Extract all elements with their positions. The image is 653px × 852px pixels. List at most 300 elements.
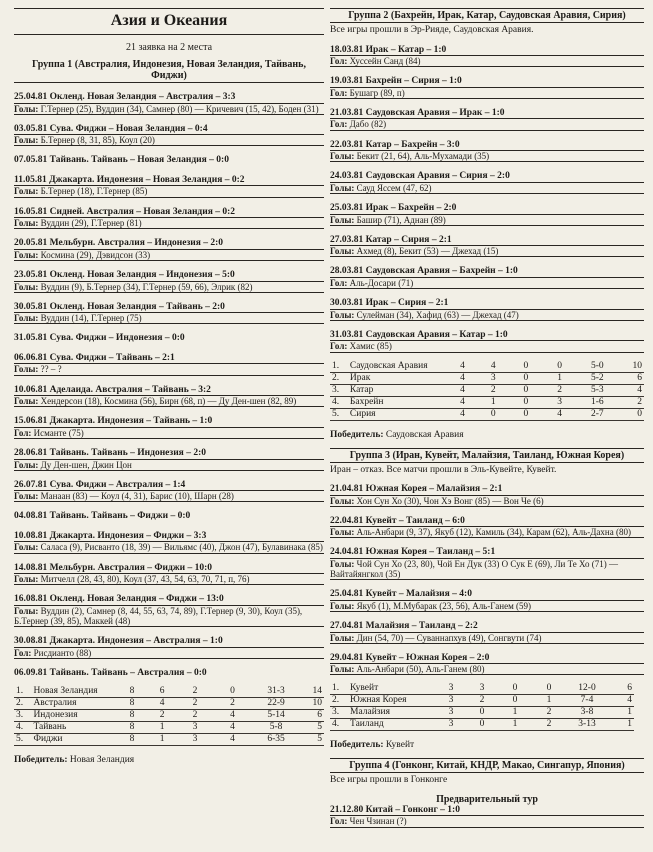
standings-cell: 2 [532,707,566,719]
standings-cell: Тайвань [31,722,117,734]
goals-scorers: Хендерсон (18), Космина (56), Бирн (68, п) — Ду Ден-шен (82, 89) [40,396,297,407]
goals-label: Голы: [330,527,355,538]
goals-scorers: Аль-Анбари (50), Аль-Ганем (80) [356,664,485,675]
match-header: 29.04.81 Кувейт – Южная Корея – 2:0 [330,652,490,663]
match-goals [14,134,324,146]
match-header: 19.03.81 Бахрейн – Сирия – 1:0 [330,76,462,87]
match-header: 21.03.81 Саудовская Аравия – Ирак – 1:0 [330,107,505,118]
match-goals [330,245,644,257]
match-entry [14,480,324,503]
goals-label: Голы: [14,396,39,407]
match-entry [14,124,324,147]
match-goals [330,815,644,827]
match-entry [330,621,644,644]
standings-cell: 8 [118,734,146,746]
match-goals [330,214,644,226]
goals-scorers: Космина (29), Дэвидсон (33) [40,249,151,260]
group3-matches [330,484,644,675]
winner-name: Саудовская Аравия [385,429,464,440]
goals-label: Гол: [330,119,348,130]
goals-label: Голы: [14,186,39,197]
goals-scorers: Хамис (85) [349,341,392,352]
goals-scorers: Митчелл (28, 43, 80), Коул (37, 43, 54, 63, 70, 71, п, 76) [40,574,250,585]
standings-cell: Малайзия [348,707,436,719]
match-header: 28.03.81 Саудовская Аравия – Бахрейн – 1:0 [330,266,518,277]
match-header: 30.05.81 Окленд. Новая Зеландия – Тайвань – 2:0 [14,301,225,312]
standings-cell: 1 [608,719,634,731]
standings-cell: Южная Корея [348,695,436,707]
match-header: 10.08.81 Джакарта. Индонезия – Фиджи – 3:3 [14,530,207,541]
match-goals [330,87,644,99]
standings-cell: 4 [448,372,478,384]
match-entry [330,547,644,580]
match-header: 14.08.81 Мельбурн. Австралия – Фиджи – 10:0 [14,562,213,573]
standings-cell: 8 [118,698,146,710]
goals-scorers: Саласа (9), Рисванто (18, 39) — Вильямс (40), Джон (47), Булавинака (85) [40,542,323,553]
standings-cell: 1-6 [576,396,618,408]
standings-cell: 12-0 [566,683,608,695]
standings-cell: 0 [498,695,532,707]
goals-scorers: Манаан (83) — Коул (4, 31), Барис (10), Шарн (28) [40,491,234,502]
match-goals [14,459,324,471]
standings-cell: 1 [477,396,509,408]
goals-label: Голы: [330,600,355,611]
match-goals [330,558,644,580]
standings-cell: 3 [436,707,466,719]
standings-cell: 3. [14,710,31,722]
standings-cell: Кувейт [348,683,436,695]
standings-cell: 0 [509,396,543,408]
match-goals [330,118,644,130]
standings-cell: 3 [477,372,509,384]
match-entry [330,298,644,321]
standings-cell: 6 [608,683,634,695]
standings-cell: 2 [212,698,253,710]
winner-name: Новая Зеландия [69,755,135,766]
match-header: 16.08.81 Окленд. Новая Зеландия – Фиджи – 13:0 [14,594,224,605]
match-entry [14,270,324,293]
match-entry [330,45,644,68]
match-entry [14,594,324,627]
standings-cell: 8 [118,686,146,698]
standings-cell: 0 [509,408,543,420]
goals-scorers: Бушагр (89, п) [349,87,405,98]
match-goals [14,605,324,627]
standings-cell: 1. [330,683,348,695]
goals-scorers: Вуддин (2), Самнер (8, 44, 55, 63, 74, 89), Г.Тернер (9, 30), Коул (35), Б.Тернер (39, 85), Маккей (48) [14,605,303,627]
match-entry [330,484,644,507]
standings-cell: Австралия [31,698,117,710]
standings-cell: 4 [448,384,478,396]
match-goals [330,340,644,352]
standings-cell: 1 [608,707,634,719]
group4-note: Все игры прошли в Гонконге [330,775,448,786]
standings-cell: 22-9 [253,698,299,710]
group3-title: Группа 3 (Иран, Кувейт, Малайзия, Таиланд, Южная Корея) [330,448,644,463]
winner-name: Кувейт [385,740,415,751]
match-entry [14,333,324,344]
goals-scorers: Ду Ден-шен, Джин Цон [40,459,132,470]
match-header: 06.09.81 Тайвань. Тайвань – Австралия – 0:0 [14,667,207,678]
match-header: 28.06.81 Тайвань. Тайвань – Индонезия – 2:0 [14,448,206,459]
goals-label: Голы: [330,151,355,162]
applications-note: 21 заявка на 2 места [125,42,213,53]
match-header: 30.08.81 Джакарта. Индонезия – Австралия – 1:0 [14,636,223,647]
goals-label: Голы: [330,246,355,257]
standings-cell: 0 [498,683,532,695]
goals-scorers: Дабо (82) [349,119,387,130]
standings-cell: Индонезия [31,710,117,722]
group3-note: Иран – отказ. Все матчи прошли в Эль-Кувейте, Кувейт. [330,464,557,475]
goals-label: Гол: [330,277,348,288]
standings-cell: 0 [509,361,543,373]
standings-cell: 2 [618,396,644,408]
match-entry [330,235,644,258]
match-entry [14,511,324,522]
standings-cell: 31-3 [253,686,299,698]
standings-cell: 2 [477,384,509,396]
goals-scorers: Хуссейн Санд (84) [349,56,421,66]
standings-cell: Ирак [348,372,448,384]
match-header: 25.04.81 Окленд. Новая Зеландия – Австралия – 3:3 [14,92,236,102]
match-entry [14,563,324,586]
goals-label: Голы: [14,218,39,229]
match-header: 22.03.81 Катар – Бахрейн – 3:0 [330,139,460,150]
standings-cell: 6 [618,372,644,384]
group1-matches [14,92,324,678]
standings-cell: 4 [477,361,509,373]
standings-cell: 2 [178,698,212,710]
goals-label: Голы: [330,182,355,193]
match-entry [14,207,324,230]
standings-cell: 4 [448,361,478,373]
standings-cell: 2. [330,372,348,384]
winner-label: Победитель: [330,740,384,751]
standings-cell: 5 [299,734,324,746]
match-entry [330,653,644,676]
match-header: 22.04.81 Кувейт – Таиланд – 6:0 [330,515,465,526]
standings-cell: 4. [330,396,348,408]
match-entry [14,531,324,554]
match-entry [14,353,324,376]
group2-matches [330,45,644,353]
standings-cell: 8 [118,710,146,722]
standings-cell: 3 [436,695,466,707]
group2-winner [330,430,644,440]
match-goals [14,573,324,585]
match-header: 07.05.81 Тайвань. Тайвань – Новая Зеландия – 0:0 [14,155,229,166]
standings-cell: 3. [330,384,348,396]
standings-row [330,683,634,695]
match-header: 23.05.81 Окленд. Новая Зеландия – Индонезия – 5:0 [14,270,235,281]
standings-cell: 4. [14,722,31,734]
group3-winner [330,740,644,750]
match-goals [14,427,324,439]
group2-note: Все игры прошли в Эр-Рияде, Саудовская Аравия. [330,25,534,35]
standings-row [330,707,634,719]
match-header: 24.03.81 Саудовская Аравия – Сирия – 2:0 [330,171,510,182]
match-header: 18.03.81 Ирак – Катар – 1:0 [330,44,447,55]
standings-row [14,722,324,734]
match-entry [330,516,644,539]
standings-cell: 14 [299,686,324,698]
match-entry [14,155,324,166]
goals-label: Голы: [330,495,355,506]
goals-scorers: Исманте (75) [33,427,84,438]
match-entry [330,76,644,99]
goals-scorers: Хон Сун Хо (30), Чон Хэ Вонг (85) — Вон Че (6) [356,495,544,506]
standings-cell: 3 [543,396,577,408]
standings-cell: 4 [212,734,253,746]
goals-scorers: Ахмед (8), Бекит (53) — Джехад (15) [356,246,499,257]
standings-cell: 0 [509,372,543,384]
standings-cell: Бахрейн [348,396,448,408]
standings-row [330,384,644,396]
standings-cell: Саудовская Аравия [348,361,448,373]
standings-cell: 2 [146,710,178,722]
goals-scorers: Вуддин (9), Б.Тернер (34), Г.Тернер (59, 66), Элрик (82) [40,281,253,292]
standings-row [330,396,644,408]
standings-cell: 2. [14,698,31,710]
goals-label: Голы: [330,214,355,225]
match-goals [14,395,324,407]
match-goals [14,363,324,375]
goals-label: Голы: [14,459,39,470]
match-entry [14,302,324,325]
standings-cell: 0 [618,408,644,420]
match-goals [330,632,644,644]
standings-cell: 3. [330,707,348,719]
match-goals [330,495,644,507]
match-entry [330,203,644,226]
match-header: 27.03.81 Катар – Сирия – 2:1 [330,234,452,245]
standings-cell: 4 [608,695,634,707]
standings-row [14,698,324,710]
standings-cell: 0 [509,384,543,396]
goals-label: Голы: [14,364,39,375]
match-goals [14,217,324,229]
group4-title: Группа 4 (Гонконг, Китай, КНДР, Макао, Сингапур, Япония) [330,758,644,773]
goals-label: Голы: [330,664,355,675]
match-entry [330,330,644,353]
standings-cell: 1 [498,719,532,731]
standings-row [330,372,644,384]
match-entry [14,416,324,439]
group3-standings [330,683,634,731]
goals-label: Голы: [330,558,355,569]
standings-row [330,408,644,420]
standings-cell: Новая Зеландия [31,686,117,698]
match-goals [14,490,324,502]
match-header: 30.03.81 Ирак – Сирия – 2:1 [330,298,449,309]
left-column [14,0,324,765]
match-header: 03.05.81 Сува. Фиджи – Новая Зеландия – 0:4 [14,123,208,134]
standings-cell: 8 [118,722,146,734]
match-header: 27.04.81 Малайзия – Таиланд – 2:2 [330,621,478,632]
standings-cell: Таиланд [348,719,436,731]
group1-winner [14,755,324,765]
winner-label: Победитель: [330,429,384,440]
standings-cell: 5. [14,734,31,746]
match-goals [330,526,644,538]
standings-cell: 2 [543,384,577,396]
match-header: 25.03.81 Ирак – Бахрейн – 2:0 [330,203,457,214]
standings-cell: 0 [477,408,509,420]
standings-cell: 3 [178,734,212,746]
goals-scorers: Башир (71), Аднан (89) [356,214,446,225]
standings-row [330,695,634,707]
standings-cell: 0 [543,361,577,373]
standings-cell: 4 [212,722,253,734]
standings-cell: 6-35 [253,734,299,746]
standings-cell: 4 [448,396,478,408]
standings-cell: 2 [178,686,212,698]
standings-cell: Катар [348,384,448,396]
standings-cell: 0 [532,683,566,695]
match-goals [330,309,644,321]
standings-cell: 1 [146,734,178,746]
goals-label: Голы: [330,309,355,320]
standings-cell: 0 [466,719,498,731]
standings-cell: 3 [466,683,498,695]
goals-label: Голы: [14,605,39,616]
standings-cell: 3 [436,719,466,731]
goals-scorers: Сулейман (34), Хафид (63) — Джехад (47) [356,309,519,320]
match-entry [330,266,644,289]
standings-cell: 0 [466,707,498,719]
standings-cell: 3-8 [566,707,608,719]
match-entry [14,385,324,408]
match-goals [14,185,324,197]
standings-cell: 4. [330,719,348,731]
match-goals [14,103,324,115]
goals-scorers: Г.Тернер (25), Вуддин (34), Самнер (80) — Кричевич (15, 42), Боден (31) [40,103,319,114]
goals-label: Голы: [14,281,39,292]
standings-cell: Сирия [348,408,448,420]
goals-scorers: Сауд Яссем (47, 62) [356,182,432,193]
match-goals [14,647,324,659]
goals-scorers: Якуб (1), М.Мубарак (23, 56), Аль-Ганем (59) [356,600,532,611]
match-goals [330,277,644,289]
goals-scorers: Рисдианто (88) [33,647,92,658]
goals-label: Гол: [330,816,348,827]
match-goals [14,281,324,293]
goals-scorers: Б.Тернер (8, 31, 85), Коул (20) [40,135,155,146]
match-header: 26.07.81 Сува. Фиджи – Австралия – 1:4 [14,479,186,490]
match-goals [330,182,644,194]
match-header: 31.03.81 Саудовская Аравия – Катар – 1:0 [330,329,508,340]
standings-cell: 4 [618,384,644,396]
standings-row [14,734,324,746]
standings-cell: 2 [466,695,498,707]
standings-row [330,719,634,731]
match-entry [14,175,324,198]
round-title: Предварительный тур [436,793,538,805]
standings-cell: 4 [448,408,478,420]
match-entry [14,448,324,471]
goals-scorers: Вуддин (14), Г.Тернер (75) [40,313,142,324]
goals-label: Голы: [14,542,39,553]
section-title: Азия и Океания [14,8,324,35]
goals-label: Голы: [14,313,39,324]
goals-label: Голы: [14,249,39,260]
match-header: 24.04.81 Южная Корея – Таиланд – 5:1 [330,547,496,558]
match-header: 25.04.81 Кувейт – Малайзия – 4:0 [330,589,472,600]
match-goals [14,249,324,261]
standings-cell: 2. [330,695,348,707]
goals-label: Гол: [14,647,32,658]
standings-cell: 3 [178,722,212,734]
group2-title: Группа 2 (Бахрейн, Ирак, Катар, Саудовская Аравия, Сирия) [330,8,644,23]
standings-cell: 5-8 [253,722,299,734]
standings-cell: 4 [543,408,577,420]
match-header: 11.05.81 Джакарта. Индонезия – Новая Зеландия – 0:2 [14,174,245,185]
standings-cell: 3 [436,683,466,695]
right-column [330,0,644,828]
match-header: 15.06.81 Джакарта. Индонезия – Тайвань – 1:0 [14,416,213,427]
goals-label: Голы: [14,574,39,585]
standings-cell: 2 [532,719,566,731]
goals-label: Гол: [330,56,348,66]
match-entry [14,668,324,679]
match-entry [14,636,324,659]
standings-row [14,686,324,698]
match-entry [14,238,324,261]
standings-cell: 5. [330,408,348,420]
match-header: 06.06.81 Сува. Фиджи – Тайвань – 2:1 [14,352,175,363]
match-goals [330,150,644,162]
standings-cell: 6 [299,710,324,722]
standings-cell: 5-0 [576,361,618,373]
standings-cell: 5 [299,722,324,734]
standings-cell: 4 [146,698,178,710]
goals-label: Гол: [330,87,348,98]
goals-scorers: Чой Сун Хо (23, 80), Чой Ен Дук (33) О Сук Е (69), Ли Те Хо (71) — Вайтайянгкол (35) [330,558,618,580]
match-entry [330,589,644,612]
match-goals [330,663,644,675]
group2-standings [330,361,644,421]
standings-cell: Фиджи [31,734,117,746]
standings-cell: 1 [146,722,178,734]
standings-cell: 5-2 [576,372,618,384]
goals-scorers: Чен Чзинан (?) [349,816,407,827]
standings-cell: 5-3 [576,384,618,396]
match-entry [330,108,644,131]
goals-label: Голы: [330,632,355,643]
goals-label: Гол: [14,427,32,438]
standings-cell: 1 [532,695,566,707]
standings-cell: 2 [178,710,212,722]
match-header: 20.05.81 Мельбурн. Австралия – Индонезия – 2:0 [14,238,224,249]
standings-cell: 1 [498,707,532,719]
match-entry [330,140,644,163]
standings-cell: 7-4 [566,695,608,707]
match-header: 10.06.81 Аделаида. Австралия – Тайвань – 3:2 [14,384,211,395]
goals-scorers: Дин (54, 70) — Суваннапхув (49), Сонгвути (74) [356,632,542,643]
standings-cell: 5-14 [253,710,299,722]
match-header: 16.05.81 Сидней. Австралия – Новая Зеландия – 0:2 [14,206,236,217]
standings-cell: 4 [212,710,253,722]
goals-label: Голы: [14,491,39,502]
standings-cell: 10 [618,361,644,373]
group1-standings [14,686,324,746]
group1-title: Группа 1 (Австралия, Индонезия, Новая Зеландия, Тайвань, Фиджи) [14,59,324,83]
match-header: 21.04.81 Южная Корея – Малайзия – 2:1 [330,484,503,495]
standings-cell: 0 [212,686,253,698]
standings-cell: 1 [543,372,577,384]
match-header: 21.12.80 Китай – Гонконг – 1:0 [330,804,460,815]
match-header: 04.08.81 Тайвань. Тайвань – Фиджи – 0:0 [14,511,191,522]
